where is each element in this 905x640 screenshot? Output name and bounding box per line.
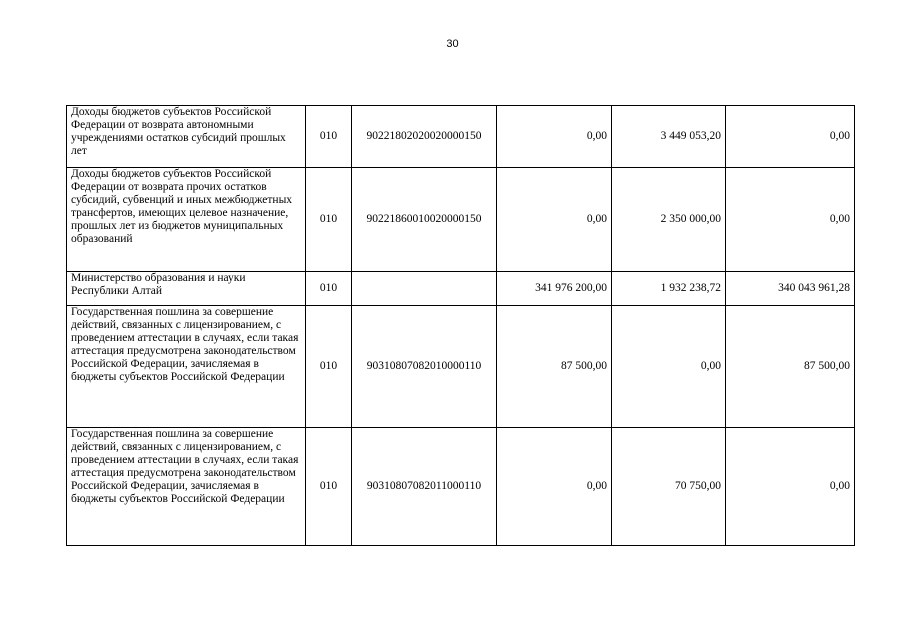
table-row xyxy=(67,168,855,272)
row-value1-cell: 87 500,00 xyxy=(497,306,612,428)
row-code-cell: 010 xyxy=(306,272,352,306)
row-code-cell: 010 xyxy=(306,428,352,546)
row-value2-cell: 2 350 000,00 xyxy=(612,168,726,272)
row-kbk-cell: 90310807082010000110 xyxy=(352,306,497,428)
page-number: 30 xyxy=(446,38,459,50)
row-value1-cell: 0,00 xyxy=(497,106,612,168)
row-code-cell: 010 xyxy=(306,106,352,168)
row-name-cell: Государственная пошлина за совершение действий, связанных с лицензированием, с проведением аттестации в случаях, если такая аттестация предусмотрена законодательством Российской Федерации, зачисляемая в бюджеты субъектов Российской Федерации xyxy=(67,428,306,546)
row-value2-cell: 0,00 xyxy=(612,306,726,428)
row-value3-cell: 340 043 961,28 xyxy=(726,272,855,306)
row-code-cell: 010 xyxy=(306,168,352,272)
row-value3-cell: 0,00 xyxy=(726,428,855,546)
row-name-cell: Доходы бюджетов субъектов Российской Федерации от возврата автономными учреждениями остатков субсидий прошлых лет xyxy=(67,106,306,168)
row-value2-cell: 3 449 053,20 xyxy=(612,106,726,168)
row-name-cell: Министерство образования и науки Республики Алтай xyxy=(67,272,306,306)
row-value3-cell: 87 500,00 xyxy=(726,306,855,428)
row-value2-cell: 70 750,00 xyxy=(612,428,726,546)
row-kbk-cell: 90221802020020000150 xyxy=(352,106,497,168)
row-value1-cell: 0,00 xyxy=(497,428,612,546)
row-value1-cell: 341 976 200,00 xyxy=(497,272,612,306)
row-value2-cell: 1 932 238,72 xyxy=(612,272,726,306)
row-value3-cell: 0,00 xyxy=(726,106,855,168)
budget-table xyxy=(66,105,855,546)
table-row xyxy=(67,106,855,168)
row-value3-cell: 0,00 xyxy=(726,168,855,272)
row-kbk-cell: 90310807082011000110 xyxy=(352,428,497,546)
row-kbk-cell xyxy=(352,272,497,306)
row-code-cell: 010 xyxy=(306,306,352,428)
row-name-cell: Государственная пошлина за совершение действий, связанных с лицензированием, с проведением аттестации в случаях, если такая аттестация предусмотрена законодательством Российской Федерации, зачисляемая в бюджеты субъектов Российской Федерации xyxy=(67,306,306,428)
row-value1-cell: 0,00 xyxy=(497,168,612,272)
table-row xyxy=(67,306,855,428)
table-row xyxy=(67,272,855,306)
row-kbk-cell: 90221860010020000150 xyxy=(352,168,497,272)
row-name-cell: Доходы бюджетов субъектов Российской Федерации от возврата прочих остатков субсидий, субвенций и иных межбюджетных трансфертов, имеющих целевое назначение, прошлых лет из бюджетов муниципальных образований xyxy=(67,168,306,272)
table-row xyxy=(67,428,855,546)
